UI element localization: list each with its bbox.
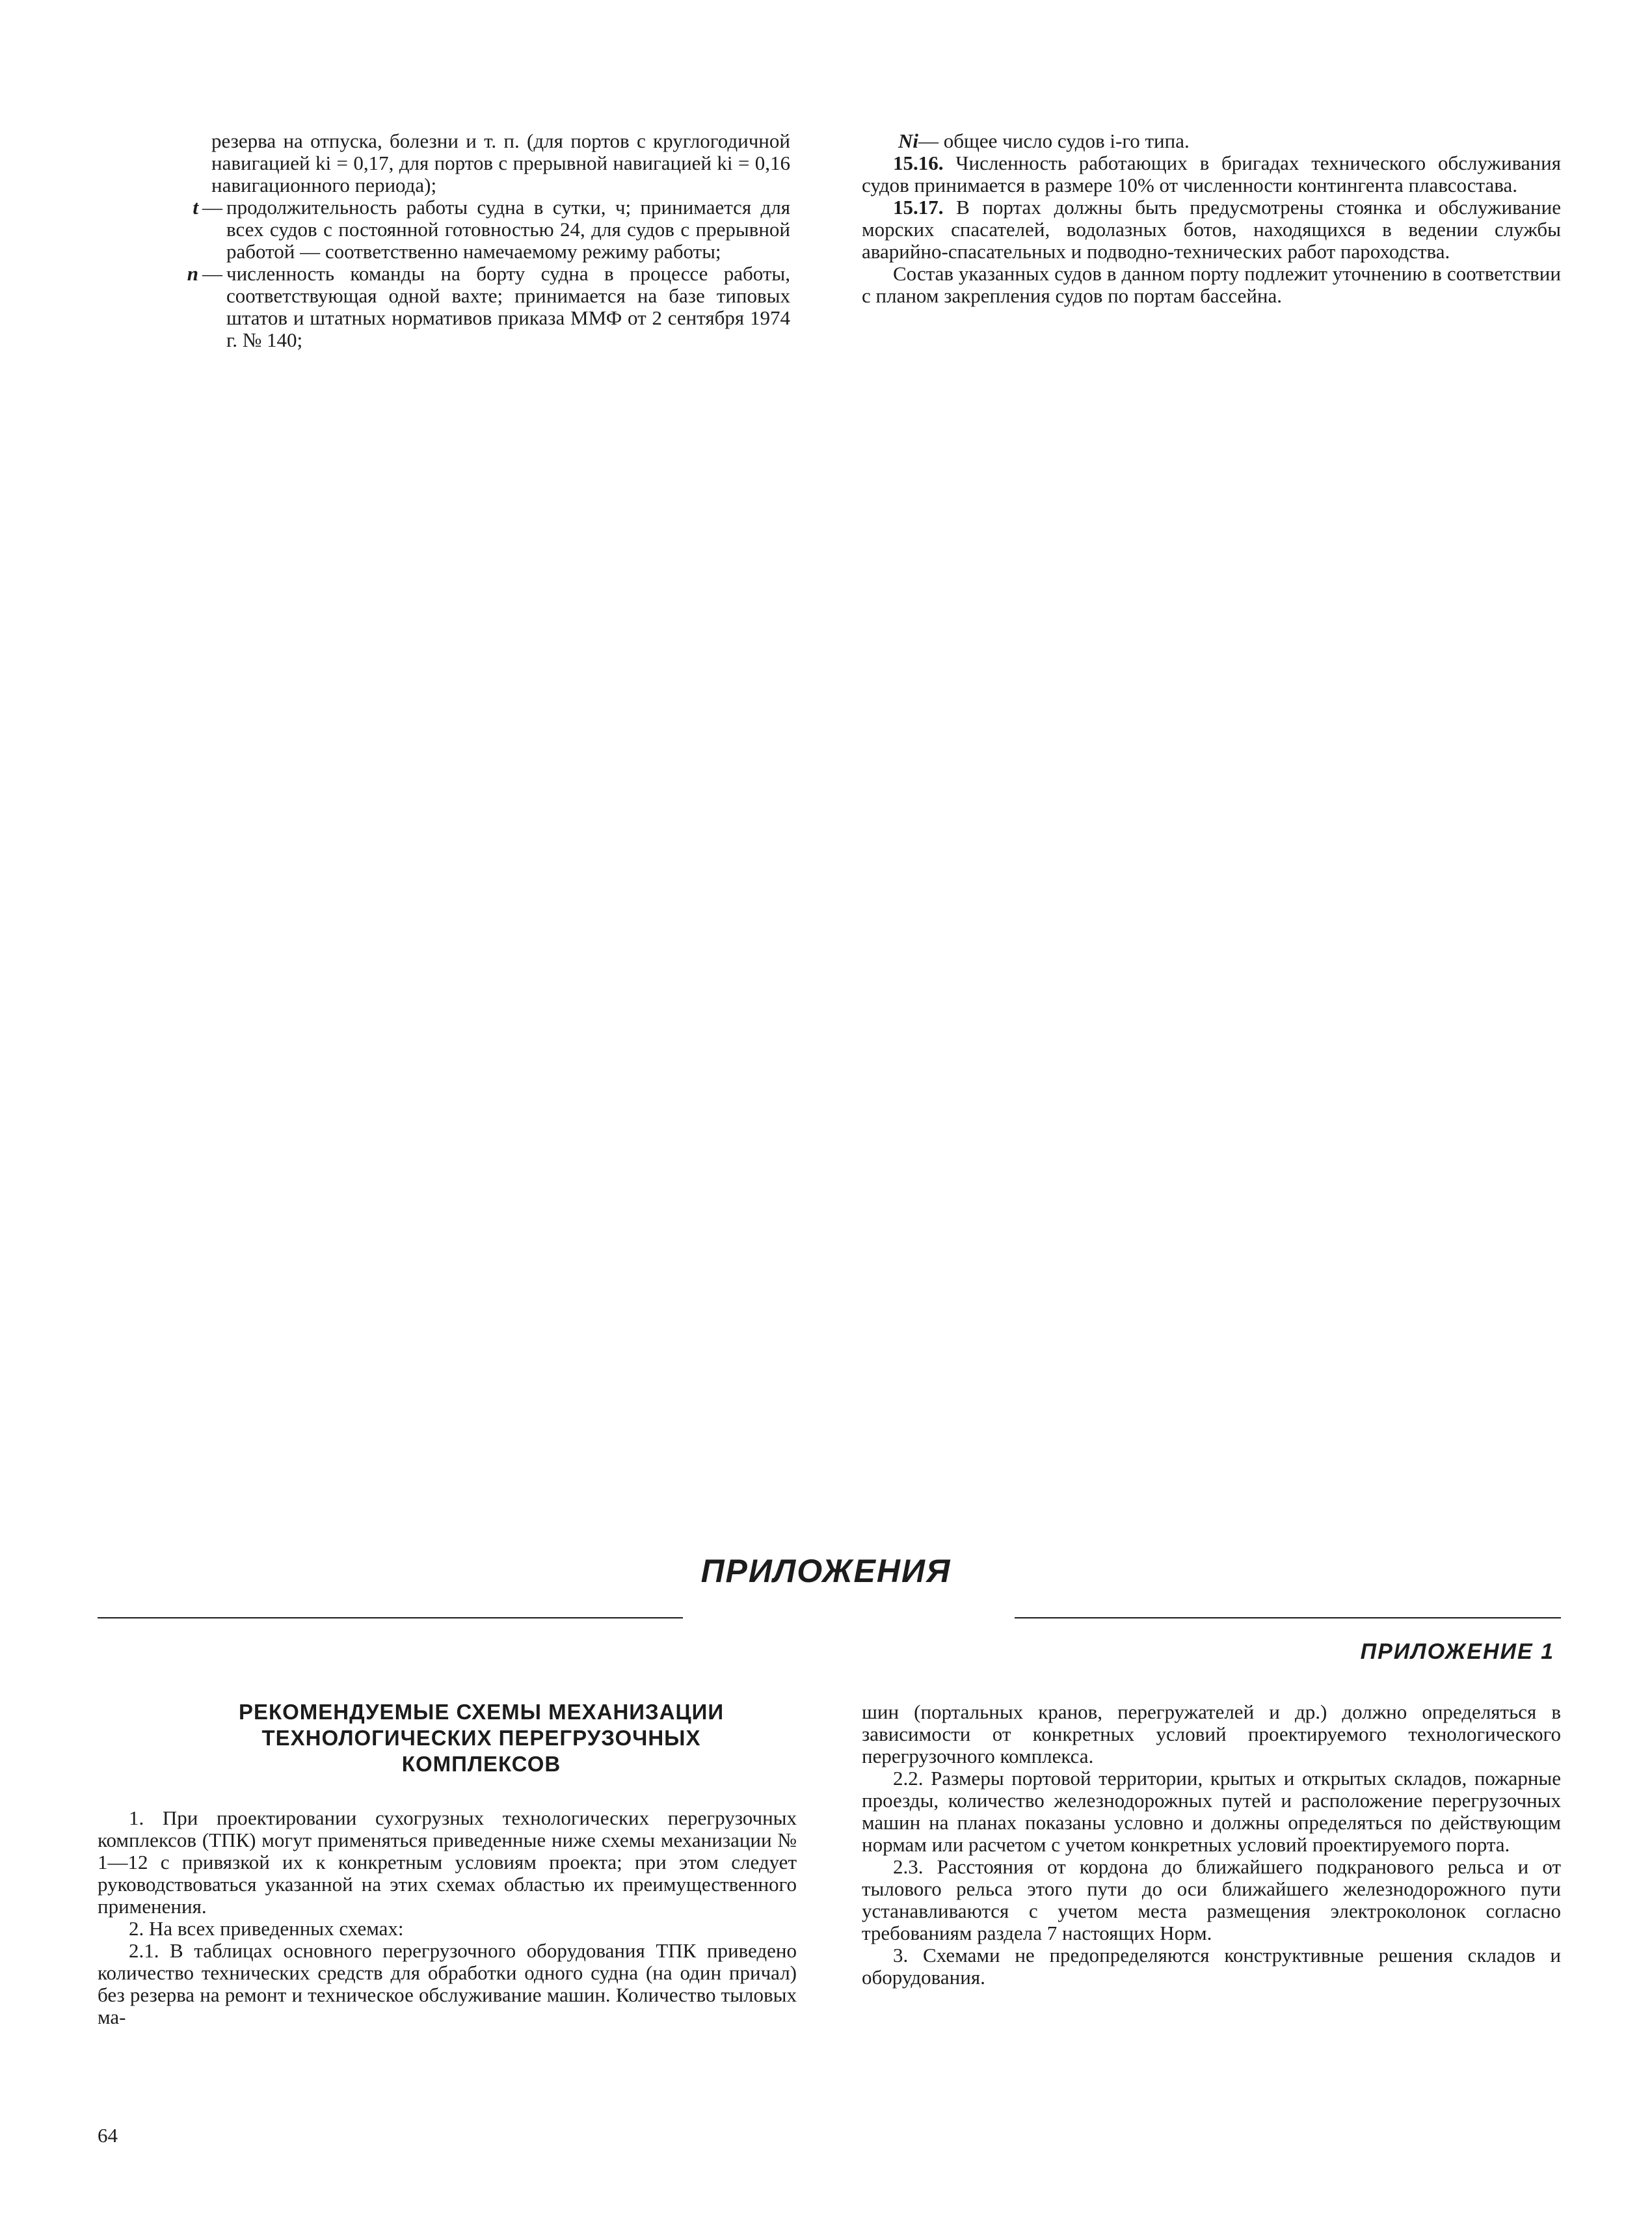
paragraph-text: Численность работающих в бригадах технического обслуживания судов принимается в размере 10% от численности контингента плавсостава. <box>862 152 1561 196</box>
definition-Ni-text: — общее число судов i-го типа. <box>918 129 1190 152</box>
definition-n-text: численность команды на борту судна в процессе работы, соответствующая одной вахте; принимается на базе типовых штатов и штатных нормативов приказа ММФ от 2 сентября 1974 г. № 140; <box>226 262 790 351</box>
top-right-column <box>862 130 1561 307</box>
bottom-left-column <box>98 1807 797 2028</box>
paragraph-2-1-continued: шин (портальных кранов, перегружателей и др.) должно определяться в зависимости от конкретных условий проектируемого технологического перегрузочного комплекса. <box>862 1700 1561 1767</box>
ki-definition-continuation: резерва на отпуска, болезни и т. п. (для портов с круглогодичной навигацией ki = 0,17, для портов с прерывной навигацией ki = 0,16 навигационного периода); <box>211 129 790 196</box>
appendix-heading-line: РЕКОМЕНДУЕМЫЕ СХЕМЫ МЕХАНИЗАЦИИ <box>238 1700 725 1724</box>
paragraph-sostav: Состав указанных судов в данном порту подлежит уточнению в соответствии с планом закрепления судов по портам бассейна. <box>862 262 1561 307</box>
symbol-n: n <box>187 262 198 285</box>
appendix-heading-line: КОМПЛЕКСОВ <box>401 1752 561 1776</box>
appendix-heading <box>163 1699 800 1777</box>
paragraph-2-2: 2.2. Размеры портовой территории, крытых и открытых складов, пожарные проезды, количество железнодорожных путей и расположение перегрузочных машин на планах показаны условно и должны определяться по действующим нормам или расчетом с учетом конкретных условий проектируемого порта. <box>862 1767 1561 1856</box>
paragraph-number: 15.16. <box>893 152 944 174</box>
definition-t: t — продолжительность работы судна в сутки, ч; принимается для всех судов с постоянной готовностью 24, для судов с прерывной работой — соответственно намечаемому режиму работы; <box>166 196 790 263</box>
section-title: ПРИЛОЖЕНИЯ <box>700 1553 952 1589</box>
paragraph-text: В портах должны быть предусмотрены стоянка и обслуживание морских спасателей, водолазных ботов, находящихся в ведении службы аварийно-спасательных и подводно-технических работ пароходства. <box>862 196 1561 263</box>
section-rule-right <box>1015 1617 1561 1618</box>
top-left-column <box>166 130 790 351</box>
definition-t-text: продолжительность работы судна в сутки, ч; принимается для всех судов с постоянной готовностью 24, для судов с прерывной работой — соответственно намечаемому режиму работы; <box>226 196 790 263</box>
paragraph-2-3: 2.3. Расстояния от кордона до ближайшего подкранового рельса и от тылового рельса этого пути до оси ближайшего железнодорожного пути устанавливаются с учетом места размещения электроколонок согласно требованиям раздела 7 настоящих Норм. <box>862 1855 1561 1944</box>
paragraph-15-17 <box>862 196 1561 263</box>
appendix-heading-line: ТЕХНОЛОГИЧЕСКИХ ПЕРЕГРУЗОЧНЫХ <box>261 1726 701 1750</box>
symbol-t: t <box>193 196 198 219</box>
paragraph-number: 15.17. <box>893 196 944 219</box>
definition-n: n — численность команды на борту судна в процессе работы, соответствующая одной вахте; принимается на базе типовых штатов и штатных нормативов приказа ММФ от 2 сентября 1974 г. № 140; <box>166 263 790 351</box>
definition-Ni <box>862 130 1561 152</box>
symbol-Ni: Ni <box>898 129 918 152</box>
appendix-label: ПРИЛОЖЕНИЕ 1 <box>1360 1639 1554 1664</box>
bottom-right-column <box>862 1701 1561 1989</box>
paragraph-15-16 <box>862 152 1561 196</box>
paragraph-2: 2. На всех приведенных схемах: <box>129 1917 404 1940</box>
paragraph-2-1: 2.1. В таблицах основного перегрузочного оборудования ТПК приведено количество технических средств для обработки одного судна (на один причал) без резерва на ремонт и техническое обслуживание машин. Количество тыловых ма- <box>98 1939 797 2028</box>
paragraph-3: 3. Схемами не предопределяются конструктивные решения складов и оборудования. <box>862 1944 1561 1989</box>
page-number: 64 <box>98 2124 118 2147</box>
paragraph-1: 1. При проектировании сухогрузных технологических перегрузочных комплексов (ТПК) могут применяться приведенные ниже схемы механизации № 1—12 с привязкой их к конкретным условиям проекта; при этом следует руководствоваться указанной на этих схемах областью их преимущественного применения. <box>98 1806 797 1918</box>
section-rule-left <box>98 1617 683 1618</box>
